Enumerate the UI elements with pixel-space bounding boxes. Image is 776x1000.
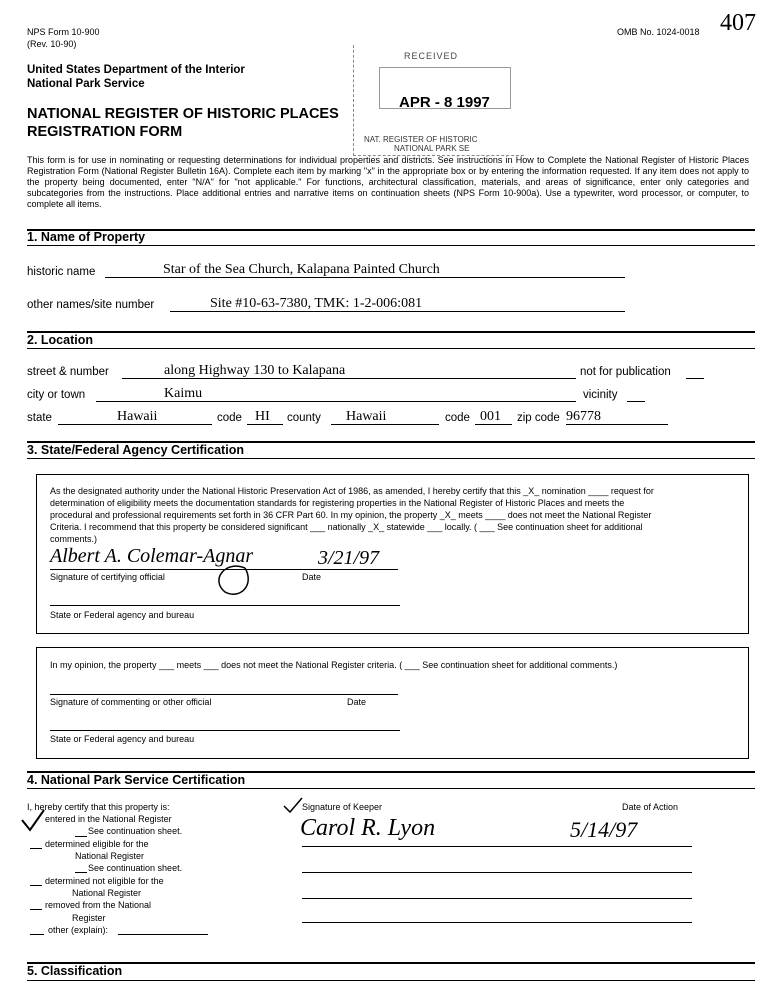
keeper-line-1 [302,846,692,847]
section1-title: 1. Name of Property [27,230,146,244]
comment-date-label: Date [347,697,367,707]
determined-blank [30,848,42,849]
section3-title: 3. State/Federal Agency Certification [27,443,244,457]
section5-rule [27,962,755,964]
see1-blank [75,836,87,837]
stamp-line1: NAT. REGISTER OF HISTORIC [364,135,478,144]
agency-line-2 [50,730,400,731]
see2-text: See continuation sheet. [88,863,183,873]
handwritten-number: 407 [720,10,756,36]
omb-number: OMB No. 1024-0018 [617,27,700,37]
nfp-line [686,378,704,379]
service: National Park Service [27,78,145,90]
form-title-line1: NATIONAL REGISTER OF HISTORIC PLACES [27,106,339,122]
section2-title: 2. Location [27,333,93,347]
city-label: city or town [27,389,86,401]
signature-flourish [205,560,265,600]
instructions: This form is for use in nominating or requesting determinations for individual properties and districts. See instructions in How to Complete the National Register of Historic Places Registration Form (National Register Bulletin 16A). Complete each item by marking "x" in the appropriate box or by entering the information requested. If any item does not apply to the property being documented, enter "N/A" for "not applicable." For functions, architectural classification, materials, and areas of significance, enter only categories and subcategories from the instructions. Place additional entries and narrative items on continuation sheets (NPS Form 10-900a). Use a typewriter, word processor, or computer, to complete all items. [27,155,749,209]
keeper-line-3 [302,898,692,899]
section4-title: 4. National Park Service Certification [27,773,246,787]
stamp-received: RECEIVED [404,51,459,61]
see2-blank [75,872,87,873]
opinion-text: In my opinion, the property ___ meets ___ does not meet the National Register criteria. ( ___ See continuation sheet for additional comments.) [50,660,618,670]
section2-underline [27,348,755,349]
other-names-value[interactable]: Site #10-63-7380, TMK: 1-2-006:081 [210,296,423,311]
state-value[interactable]: Hawaii [117,409,158,424]
cert-line4: Criteria. I recommend that this property be considered significant ___ nationally _X_ statewide ___ locally. ( ___ See continuation sheet for additional [50,522,643,532]
keeper-signature: Carol R. Lyon [300,815,436,841]
certifying-date-label: Date [302,572,322,582]
cert-line2: determination of eligibility meets the documentation standards for registering properties in the National Register of Historic Places and meets the [50,498,625,508]
other-blank [30,934,44,935]
stamp-line2: NATIONAL PARK SE [394,144,470,153]
certifying-signature-line [50,569,398,570]
vicinity-line [627,401,645,402]
date-of-action-label: Date of Action [622,802,679,812]
zip-label: zip code [517,412,560,424]
vicinity-label: vicinity [583,389,618,401]
section5-underline [27,980,755,981]
check-mark-keeper-icon [282,796,304,814]
nat-reg-1: National Register [75,851,145,861]
agency-label-2: State or Federal agency and bureau [50,734,195,744]
certifying-signature-label: Signature of certifying official [50,572,165,582]
comment-signature-line [50,694,398,695]
form-title-line2: REGISTRATION FORM [27,124,183,140]
nat-reg-2: National Register [72,888,142,898]
determined-option[interactable]: determined eligible for the [45,839,149,849]
historic-name-label: historic name [27,266,96,278]
county-label: county [287,412,321,424]
code-value[interactable]: HI [255,409,270,424]
zip-value[interactable]: 96778 [566,409,601,424]
street-label: street & number [27,366,109,378]
not-eligible-blank [30,885,42,886]
section4-underline [27,788,755,789]
register-text: Register [72,913,106,923]
form-number: NPS Form 10-900 [27,27,100,37]
received-stamp [353,45,524,156]
section3-underline [27,458,755,459]
state-label: state [27,412,52,424]
county-code-label: code [445,412,470,424]
code-label: code [217,412,242,424]
removed-blank [30,909,42,910]
entered-option[interactable]: entered in the National Register [45,814,172,824]
keeper-line-4 [302,922,692,923]
certifying-signature: Albert A. Colemar-Agnar [50,545,254,567]
keeper-line-2 [302,872,692,873]
not-for-publication-label: not for publication [580,366,671,378]
other-explain-line [118,934,208,935]
section1-underline [27,245,755,246]
county-code-value[interactable]: 001 [480,409,501,424]
cert-line5: comments.) [50,534,98,544]
street-value[interactable]: along Highway 130 to Kalapana [164,363,346,378]
cert-line3: procedural and professional requirements set forth in 36 CFR Part 60. In my opinion, the property _X_ meets ____ does not meet the National Register [50,510,652,520]
action-date: 5/14/97 [570,817,638,842]
county-value[interactable]: Hawaii [346,409,387,424]
nps-cert-intro: I, hereby certify that this property is: [27,802,170,812]
section2-rule [27,331,755,333]
certifying-date: 3/21/97 [318,547,380,569]
city-value[interactable]: Kaimu [164,386,203,401]
other-names-label: other names/site number [27,299,155,311]
department: United States Department of the Interior [27,64,245,76]
other-option[interactable]: other (explain): [48,925,109,935]
stamp-date: APR - 8 1997 [399,94,490,111]
historic-name-value[interactable]: Star of the Sea Church, Kalapana Painted Church [163,262,440,277]
comment-signature-label: Signature of commenting or other official [50,697,212,707]
section5-title: 5. Classification [27,964,123,978]
checkmark-icon [20,808,46,832]
agency-label: State or Federal agency and bureau [50,610,195,620]
form-revision: (Rev. 10-90) [27,39,77,49]
see1-text: See continuation sheet. [88,826,183,836]
not-eligible-option[interactable]: determined not eligible for the [45,876,164,886]
removed-option[interactable]: removed from the National [45,900,152,910]
cert-line1: As the designated authority under the National Historic Preservation Act of 1986, as amended, I hereby certify that this _X_ nomination ____ request for [50,486,654,496]
agency-line [50,605,400,606]
keeper-signature-label: Signature of Keeper [302,802,383,812]
